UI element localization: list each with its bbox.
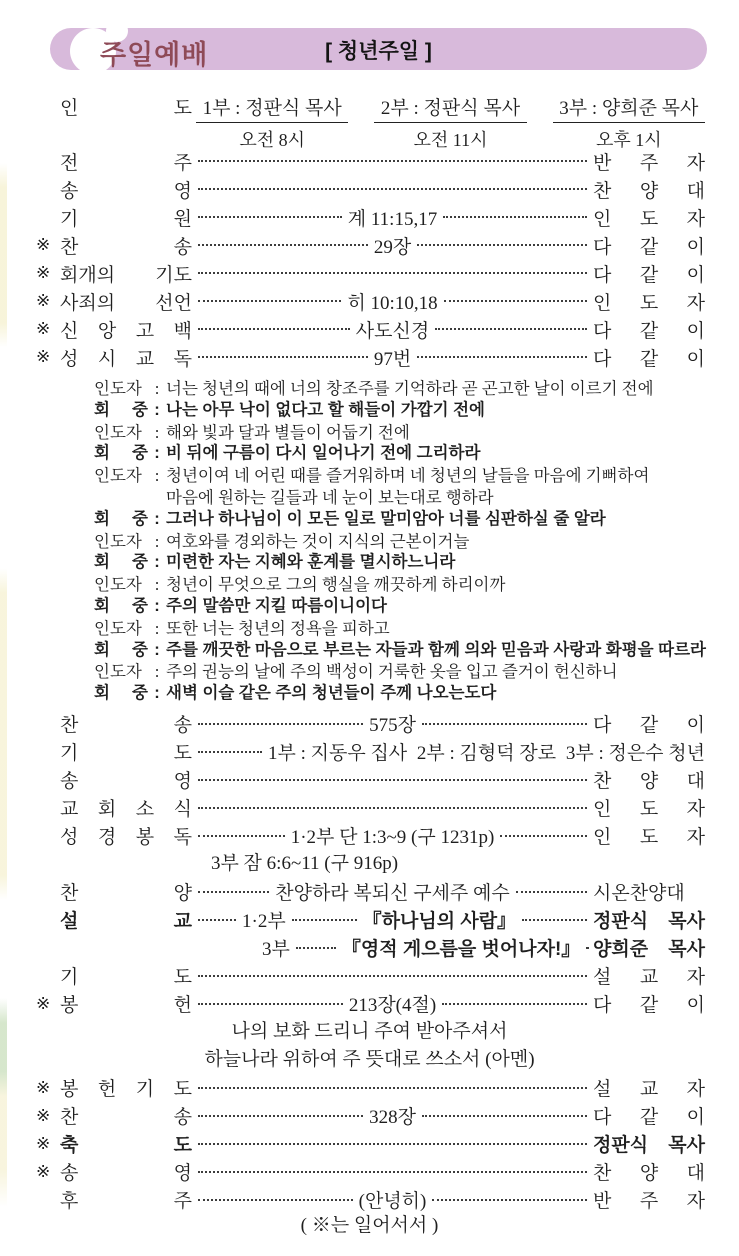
reading-line <box>94 683 711 705</box>
standing-mark: ※ <box>36 1161 51 1181</box>
reading-colon: : <box>154 509 160 528</box>
center-note: 나의 보화 드리니 주여 받아주셔서 <box>231 1020 508 1042</box>
sermon-title: 『영적 게으름을 벗어나자!』 <box>341 939 581 961</box>
reading-text: 마음에 원하는 길들과 네 눈이 보는대로 행하라 <box>166 487 494 507</box>
dotted-leader <box>422 1115 587 1117</box>
sermon-part: 3부 <box>262 939 290 961</box>
row-label: 송 영 <box>60 1163 192 1185</box>
row-center: 575장 <box>369 715 416 737</box>
reading-speaker: 회 중 <box>94 444 148 463</box>
row-label: 후 주 <box>60 1191 192 1213</box>
service-leader-row <box>0 90 739 150</box>
standing-mark: ※ <box>36 1077 51 1097</box>
row-right: 정판식 목사 <box>593 1135 705 1157</box>
standing-mark: ※ <box>36 291 51 310</box>
reading-line <box>94 596 711 618</box>
reading-text: 주의 권능의 날에 주의 백성이 거룩한 옷을 입고 즐거이 헌신하니 <box>166 662 618 682</box>
service-row <box>0 990 739 1018</box>
standing-mark: ※ <box>36 1105 51 1125</box>
row-center: 사도신경 <box>355 320 430 342</box>
reading-line <box>94 574 711 596</box>
dotted-leader <box>198 1115 363 1117</box>
leader-time: 오후 1시 <box>595 130 662 150</box>
service-row <box>0 231 739 259</box>
reading-colon: : <box>154 684 160 703</box>
reading-text: 또한 너는 청년의 정욕을 피하고 <box>166 618 390 638</box>
row-right: 다 같 이 <box>593 995 705 1017</box>
reading-text: 그러나 하나님이 이 모든 일로 말미암아 너를 심판하실 줄 알라 <box>166 509 606 528</box>
row-label: 신 앙 고 백 <box>60 320 192 342</box>
row-center: 328장 <box>369 1107 416 1129</box>
row-right: 다 같 이 <box>593 348 706 370</box>
reading-speaker: 회 중 <box>94 596 148 615</box>
reading-text: 새벽 이슬 같은 주의 청년들이 주께 나오는도다 <box>166 684 497 703</box>
row-label: 봉 헌 기 도 <box>60 1079 192 1101</box>
reading-text: 너는 청년의 때에 너의 창조주를 기억하라 곧 곤고한 날이 이르기 전에 <box>166 379 654 398</box>
row-right: 다 같 이 <box>593 264 705 286</box>
reading-line <box>94 443 711 465</box>
dotted-leader <box>198 891 269 893</box>
dotted-leader <box>500 835 587 837</box>
service-row <box>0 203 739 231</box>
service-row <box>0 1158 739 1186</box>
center-note: 3부 잠 6:6~11 (구 916p) <box>210 852 399 874</box>
service-row <box>0 1130 739 1158</box>
reading-colon: : <box>154 662 160 682</box>
row-right: 인 도 자 <box>593 827 706 849</box>
dotted-leader <box>198 1087 587 1089</box>
service-row <box>0 1074 739 1102</box>
row-label: 기 원 <box>60 208 192 230</box>
reading-speaker: 인도자 <box>94 422 142 442</box>
leader-parts <box>196 93 705 152</box>
standing-legend: ( ※는 일어서서 ) <box>300 1214 439 1236</box>
row-label: 회개의 기도 <box>60 264 192 286</box>
reading-speaker: 회 중 <box>94 400 148 419</box>
prayer-leader-name: 1부 : 지동우 집사 <box>268 743 408 765</box>
row-label: 전 주 <box>60 152 192 174</box>
row-right: 다 같 이 <box>593 715 706 737</box>
dotted-leader <box>198 919 236 921</box>
leader-part <box>374 93 526 152</box>
reading-text: 미련한 자는 지혜와 훈계를 멸시하느니라 <box>166 553 456 572</box>
row-center: 히 10:10,18 <box>347 292 438 314</box>
reading-colon: : <box>154 466 160 486</box>
row-right: 다 같 이 <box>593 320 706 342</box>
row-label: 찬 양 <box>60 883 192 905</box>
row-label: 인 도 <box>60 98 192 119</box>
prayer-leader-name: 2부 : 김형덕 장로 <box>416 743 557 765</box>
dotted-leader <box>198 272 587 274</box>
reading-speaker: 인도자 <box>94 531 142 551</box>
dotted-leader <box>198 1171 587 1173</box>
dotted-leader <box>516 891 587 893</box>
dotted-leader <box>522 919 587 921</box>
dotted-leader <box>443 216 587 218</box>
reading-colon: : <box>154 422 160 442</box>
row-right: 인 도 자 <box>593 208 705 230</box>
reading-line <box>94 661 711 683</box>
row-center: 계 11:15,17 <box>347 208 438 230</box>
row-center: 213장(4절) <box>348 995 437 1017</box>
service-row <box>0 878 739 906</box>
row-right: 반 주 자 <box>593 1191 705 1213</box>
row-right: 설 교 자 <box>593 967 705 989</box>
reading-speaker: 인도자 <box>94 379 142 398</box>
reading-colon: : <box>154 531 160 551</box>
row-label: 사죄의 선언 <box>60 292 192 314</box>
reading-text: 나는 아무 낙이 없다고 할 해들이 가깝기 전에 <box>166 400 485 419</box>
dotted-leader <box>198 723 363 725</box>
reading-line <box>94 509 711 531</box>
row-label: 송 영 <box>60 771 192 793</box>
dotted-leader <box>417 356 587 358</box>
reading-speaker: 인도자 <box>94 618 142 638</box>
row-label: 설 교 <box>60 911 192 933</box>
reading-speaker: 회 중 <box>94 509 148 528</box>
header-banner <box>50 28 707 70</box>
service-row <box>0 962 739 990</box>
reading-line-continuation <box>94 487 711 509</box>
leader-time: 오전 8시 <box>239 130 305 150</box>
row-label: 찬 송 <box>60 1107 192 1129</box>
service-row <box>0 1102 739 1130</box>
reading-colon: : <box>154 640 160 659</box>
dotted-leader <box>432 1199 587 1201</box>
reading-text: 청년이여 네 어린 때를 즐거워하며 네 청년의 날들을 마음에 기뻐하여 <box>166 466 650 486</box>
reading-speaker <box>94 487 148 509</box>
leader-name: 1부 : 정판식 목사 <box>196 93 348 123</box>
reading-colon: : <box>154 553 160 572</box>
row-label: 성 시 교 독 <box>60 348 192 370</box>
service-theme: [ 청년주일 ] <box>325 40 432 63</box>
reading-colon: : <box>154 400 160 419</box>
dotted-leader <box>198 244 368 246</box>
reading-line <box>94 465 711 487</box>
dotted-leader <box>198 1143 587 1145</box>
service-row <box>0 343 739 371</box>
reading-text: 비 뒤에 구름이 다시 일어나기 전에 그리하라 <box>166 444 481 463</box>
row-right: 반 주 자 <box>593 152 705 174</box>
dotted-leader <box>442 1003 587 1005</box>
reading-line <box>94 422 711 444</box>
reading-line <box>94 400 711 422</box>
leader-part <box>196 93 348 152</box>
reading-colon: : <box>154 618 160 638</box>
row-right: 다 같 이 <box>593 236 706 258</box>
dotted-leader <box>296 947 336 949</box>
responsive-reading <box>0 371 739 710</box>
row-label: 성 경 봉 독 <box>60 827 192 849</box>
reading-speaker: 인도자 <box>94 575 142 595</box>
dotted-leader <box>198 807 587 809</box>
prayer-leaders <box>268 738 705 765</box>
service-row <box>0 738 739 766</box>
standing-mark: ※ <box>36 347 51 366</box>
dotted-leader <box>417 244 587 246</box>
reading-text: 주의 말씀만 지킬 따름이니이다 <box>166 596 387 615</box>
service-row <box>0 259 739 287</box>
row-label: 기 도 <box>60 967 192 989</box>
row-label: 기 도 <box>60 743 192 765</box>
reading-text: 해와 빛과 달과 별들이 어둡기 전에 <box>166 422 410 442</box>
dotted-leader <box>198 751 262 753</box>
row-right: 찬 양 대 <box>593 1163 705 1185</box>
row-right: 인 도 자 <box>593 292 706 314</box>
reading-colon: : <box>154 444 160 463</box>
row-label: 축 도 <box>60 1135 192 1157</box>
dotted-leader <box>435 328 587 330</box>
service-row <box>0 1186 739 1214</box>
dotted-leader <box>198 779 587 781</box>
dotted-leader <box>198 356 368 358</box>
row-right: 찬 양 대 <box>593 771 705 793</box>
reading-line <box>94 378 711 400</box>
row-label: 찬 송 <box>60 236 192 258</box>
leader-time: 오전 11시 <box>413 130 488 150</box>
bulletin-title: 주일예배 <box>100 40 209 70</box>
reading-line <box>94 531 711 553</box>
service-row <box>0 287 739 315</box>
row-label: 송 영 <box>60 180 192 202</box>
service-order <box>0 90 739 1240</box>
reading-speaker: 회 중 <box>94 553 148 572</box>
dotted-leader <box>422 723 587 725</box>
dotted-leader <box>586 947 587 949</box>
reading-colon: : <box>154 596 160 615</box>
dotted-leader <box>198 975 587 977</box>
reading-speaker: 인도자 <box>94 662 142 682</box>
dotted-leader <box>444 300 587 302</box>
row-label: 찬 송 <box>60 715 192 737</box>
dotted-leader <box>198 216 342 218</box>
row-right: 찬 양 대 <box>593 180 705 202</box>
row-right: 시온찬양대 <box>593 883 685 905</box>
reading-speaker: 회 중 <box>94 640 148 659</box>
dotted-leader <box>198 300 341 302</box>
standing-mark: ※ <box>36 319 51 338</box>
service-row <box>0 710 739 738</box>
reading-colon: : <box>154 379 160 398</box>
reading-line <box>94 552 711 574</box>
reading-text: 청년이 무엇으로 그의 행실을 깨끗하게 하리이까 <box>166 575 506 595</box>
dotted-leader <box>198 835 285 837</box>
row-label: 봉 헌 <box>60 995 192 1017</box>
bulletin-page <box>0 28 739 1256</box>
dotted-leader <box>198 1003 343 1005</box>
standing-mark: ※ <box>36 235 51 254</box>
row-right: 설 교 자 <box>593 1079 705 1101</box>
reading-line <box>94 618 711 640</box>
sermon-part: 1·2부 <box>242 911 286 933</box>
row-center: 97번 <box>373 348 412 370</box>
reading-colon: : <box>154 575 160 595</box>
leader-name: 3부 : 양희준 목사 <box>553 93 705 123</box>
row-right: 다 같 이 <box>593 1107 706 1129</box>
standing-mark: ※ <box>36 993 51 1013</box>
standing-mark: ※ <box>36 263 51 282</box>
service-row <box>0 794 739 822</box>
row-center: 1·2부 단 1:3~9 (구 1231p) <box>290 827 495 849</box>
service-row <box>0 175 739 203</box>
service-row <box>0 766 739 794</box>
row-right: 인 도 자 <box>593 799 705 821</box>
sermon-preacher: 정판식 목사 <box>593 911 705 933</box>
dotted-leader <box>198 1199 353 1201</box>
row-center: (안녕히) <box>358 1191 427 1213</box>
dotted-leader <box>198 160 587 162</box>
reading-text: 여호와를 경외하는 것이 지식의 근본이거늘 <box>166 531 470 551</box>
standing-mark: ※ <box>36 1133 51 1153</box>
sermon-title: 『하나님의 사람』 <box>362 911 517 933</box>
row-center: 29장 <box>373 236 412 258</box>
prayer-leader-name: 3부 : 정은수 청년 <box>565 743 705 765</box>
row-label: 교 회 소 식 <box>60 799 192 821</box>
sermon-preacher: 양희준 목사 <box>593 939 705 961</box>
sermon-row <box>0 906 739 934</box>
center-note: 하늘나라 위하여 주 뜻대로 쓰소서 (아멘) <box>204 1048 535 1070</box>
scan-edge-artifact <box>0 28 7 1256</box>
reading-text: 주를 깨끗한 마음으로 부르는 자들과 함께 의와 믿음과 사랑과 화평을 따르라 <box>166 640 706 659</box>
reading-line <box>94 640 711 662</box>
leader-part <box>553 93 705 152</box>
service-row <box>0 315 739 343</box>
leader-name: 2부 : 정판식 목사 <box>374 93 526 123</box>
reading-speaker: 회 중 <box>94 684 148 703</box>
dotted-leader <box>198 188 587 190</box>
reading-speaker: 인도자 <box>94 466 142 486</box>
dotted-leader <box>292 919 357 921</box>
row-center: 찬양하라 복되신 구세주 예수 <box>275 883 510 905</box>
sermon-row <box>0 934 739 962</box>
service-row <box>0 822 739 850</box>
dotted-leader <box>198 328 350 330</box>
